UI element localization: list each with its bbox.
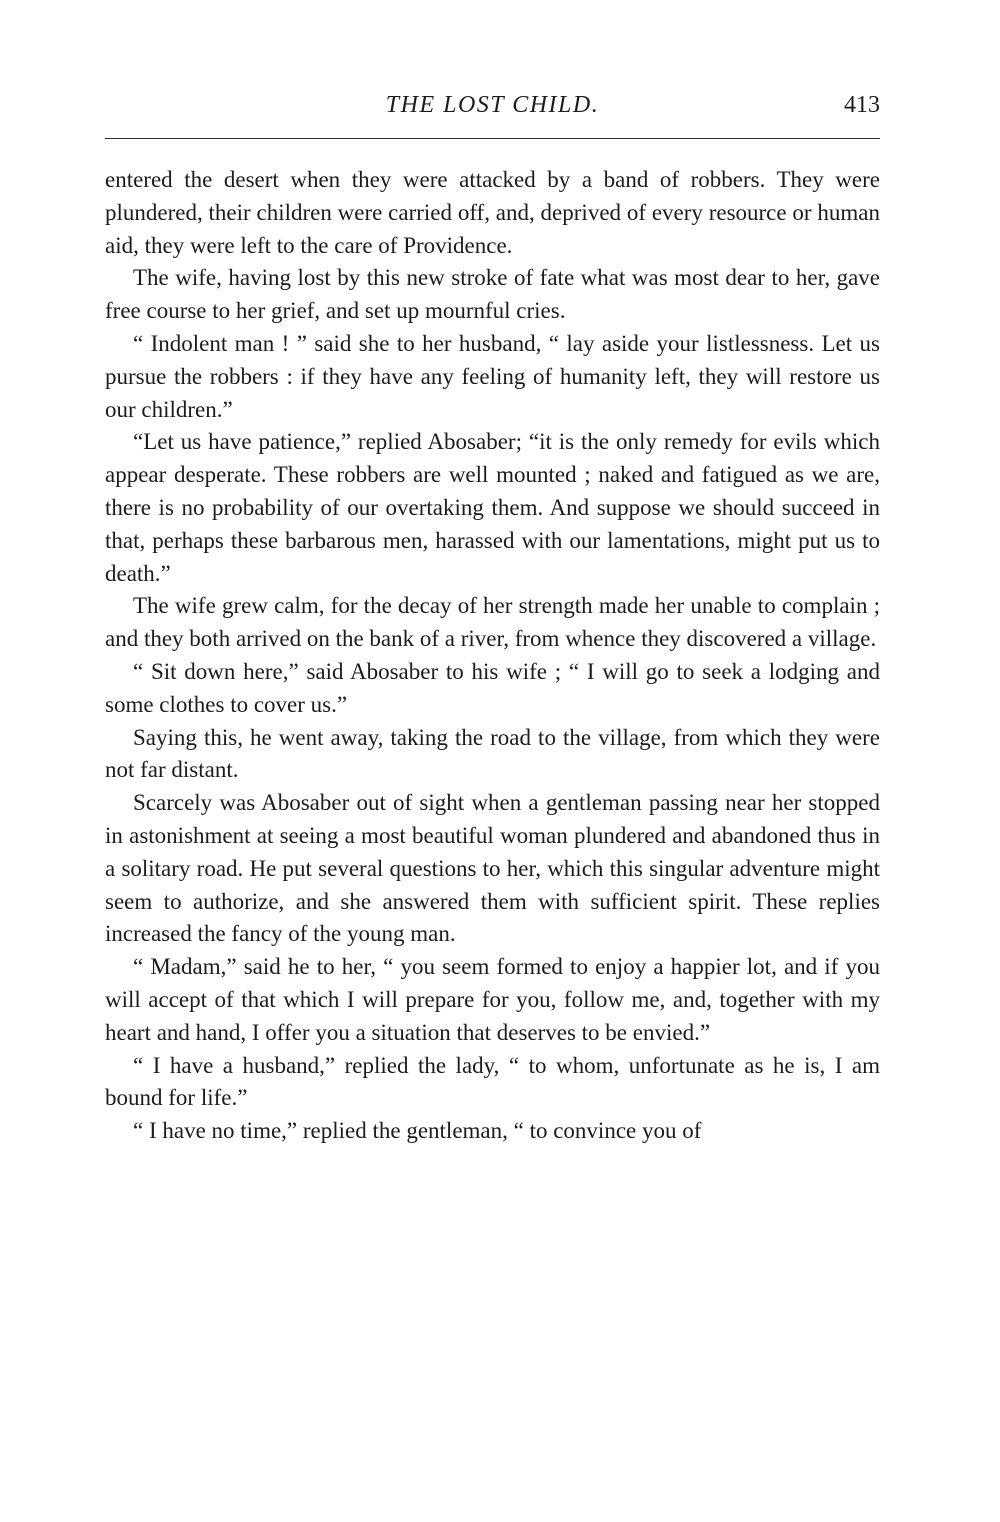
paragraph: “ Madam,” said he to her, “ you seem formed to enjoy a happier lot, and if you will accept of that which I will prepare for you, follow me, and, together with my heart and hand, I offer you a situation that deserves to be envied.” bbox=[105, 954, 880, 1045]
paragraph: entered the desert when they were attacked by a band of robbers. They were plundered, their children were carried off, and, deprived of every resource or human aid, they were left to the care of Providence. bbox=[105, 167, 880, 258]
paragraph: The wife, having lost by this new stroke of fate what was most dear to her, gave free course to her grief, and set up mournful cries. bbox=[105, 265, 880, 324]
paragraph: “ Indolent man ! ” said she to her husband, “ lay aside your listlessness. Let us pursue the robbers : if they have any feeling of humanity left, they will restore us our children.” bbox=[105, 330, 880, 422]
running-title: THE LOST CHILD. bbox=[385, 92, 600, 118]
page-number: 413 bbox=[844, 92, 880, 118]
running-head bbox=[105, 88, 880, 122]
paragraph: The wife grew calm, for the decay of her strength made her unable to complain ; and they both arrived on the bank of a river, from whence they discovered a village. bbox=[105, 593, 880, 652]
header-rule bbox=[105, 138, 880, 139]
paragraph: “ I have no time,” replied the gentleman, “ to convince you of bbox=[133, 1118, 702, 1144]
paragraph: “Let us have patience,” replied Abosaber; “it is the only remedy for evils which appear desperate. These robbers are well mounted ; naked and fatigued as we are, there is no probability of our overtaking them. And suppose we should succeed in that, perhaps these barbarous men, harassed with our lamentations, might put us to death.” bbox=[105, 429, 880, 586]
paragraph: Saying this, he went away, taking the road to the village, from which they were not far distant. bbox=[105, 724, 880, 783]
body-text bbox=[105, 164, 880, 1148]
paragraph: “ I have a husband,” replied the lady, “ to whom, unfortunate as he is, I am bound for life.” bbox=[105, 1052, 880, 1111]
paragraph: Scarcely was Abosaber out of sight when a gentleman passing near her stopped in astonishment at seeing a most beautiful woman plundered and abandoned thus in a solitary road. He put several questions to her, which this singular adventure might seem to authorize, and she answered them with sufficient spirit. These replies increased the fancy of the young man. bbox=[105, 790, 880, 947]
paragraph: “ Sit down here,” said Abosaber to his wife ; “ I will go to seek a lodging and some clothes to cover us.” bbox=[105, 658, 880, 717]
